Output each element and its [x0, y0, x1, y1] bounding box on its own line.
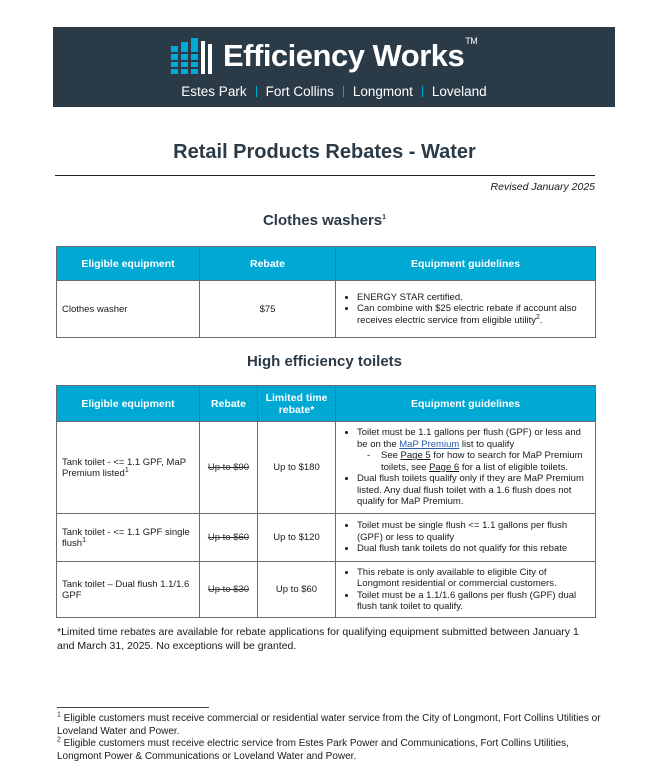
guidelines-cell [336, 422, 596, 514]
city-fort-collins: Fort Collins [265, 84, 334, 99]
divider [343, 86, 344, 97]
divider [256, 86, 257, 97]
rebate-cell: Up to $90 [200, 422, 258, 514]
column-header: Eligible equipment [57, 386, 200, 422]
equipment-cell: Clothes washer [57, 281, 200, 338]
equipment-cell: Tank toilet – Dual flush 1.1/1.6 GPF [57, 562, 200, 618]
limited-rebate-cell: Up to $60 [258, 562, 336, 618]
guidelines-cell [336, 281, 596, 338]
equipment-cell: Tank toilet - <= 1.1 GPF, MaP Premium listed$^1$ [57, 422, 200, 514]
rebate-cell: Up to $60 [200, 514, 258, 562]
guideline-item: • Toilet must be single flush <= 1.1 gallons per flush (GPF) or less to qualify [357, 520, 590, 543]
guideline-item: • Can combine with $25 electric rebate if account also receives electric service from eligible utility$^2$. [357, 303, 590, 326]
guideline-item: • Toilet must be a 1.1/1.6 gallons per flush (GPF) dual flush tank toilet to qualify. [357, 590, 590, 613]
washers-table [56, 246, 596, 338]
brand-name: Efficiency Works™ [223, 36, 478, 73]
column-header: Eligible equipment [57, 247, 200, 281]
column-header: Equipment guidelines [336, 247, 596, 281]
guideline-item: • ENERGY STAR certified. [357, 292, 590, 304]
page-5-link[interactable]: Page 5 [400, 450, 431, 462]
guideline-item: • Dual flush tank toilets do not qualify for this rebate [357, 543, 590, 555]
revised-date: Revised January 2025 [490, 181, 595, 193]
efficiency-works-logo-icon [171, 38, 217, 74]
map-premium-link[interactable]: MaP Premium [399, 438, 460, 450]
footnote: $^1$ Eligible customers must receive commercial or residential water service from the City of Longmont, Fort Collins Utilities or Loveland Water and Power. [57, 711, 601, 737]
page-6-link[interactable]: Page 6 [429, 461, 460, 473]
table-row [57, 514, 596, 562]
table-header-row [57, 386, 596, 422]
limited-rebate-cell: Up to $180 [258, 422, 336, 514]
limited-time-note: *Limited time rebates are available for rebate applications for qualifying equipment submitted between January 1 and March 31, 2025. No exceptions will be granted. [57, 626, 579, 652]
footnote-rule [57, 707, 209, 708]
divider [422, 86, 423, 97]
guidelines-cell [336, 514, 596, 562]
rebate-cell: Up to $30 [200, 562, 258, 618]
brand-logo [171, 36, 477, 76]
title-rule [55, 175, 595, 176]
rebate-cell: $75 [200, 281, 336, 338]
guidelines-cell [336, 562, 596, 618]
guideline-item: • This rebate is only available to eligible City of Longmont residential or commercial customers. [357, 567, 590, 590]
table-row [57, 562, 596, 618]
page-title: Retail Products Rebates - Water [173, 141, 476, 163]
column-header: Rebate [200, 386, 258, 422]
guideline-item: • Toilet must be 1.1 gallons per flush (GPF) or less and be on the MaP Premium list to qualify - See Page 5 for how to search for MaP Premium toilets, see Page 6 for a list of eligible toilets. [357, 427, 590, 473]
table-row [57, 281, 596, 338]
limited-rebate-cell: Up to $120 [258, 514, 336, 562]
footnote: $^2$ Eligible customers must receive electric service from Estes Park Power and Communications, Fort Collins Utilities, Longmont Power & Communications or Loveland Water and Power. [57, 736, 569, 762]
column-header: Rebate [200, 247, 336, 281]
city-estes-park: Estes Park [181, 84, 247, 99]
table-row [57, 422, 596, 514]
column-header: Limited time rebate* [258, 386, 336, 422]
toilets-table [56, 385, 596, 618]
trademark: TM [465, 36, 478, 46]
footnotes [57, 713, 602, 763]
guideline-item: • Dual flush toilets qualify only if they are MaP Premium listed. Any dual flush toilet with a 1.6 flush does not qualify for MaP Premium. [357, 473, 590, 508]
city-list [53, 84, 615, 99]
equipment-cell: Tank toilet - <= 1.1 GPF single flush$^1$ [57, 514, 200, 562]
city-loveland: Loveland [431, 84, 487, 99]
guideline-subitem: - See Page 5 for how to search for MaP Premium toilets, see Page 6 for a list of eligible toilets. [371, 450, 590, 473]
city-longmont: Longmont [352, 84, 413, 99]
toilets-section-title: High efficiency toilets [246, 353, 403, 370]
header-banner [53, 27, 615, 107]
washers-section-title: Clothes washers$^1$ [262, 212, 387, 229]
table-header-row [57, 247, 596, 281]
column-header: Equipment guidelines [336, 386, 596, 422]
